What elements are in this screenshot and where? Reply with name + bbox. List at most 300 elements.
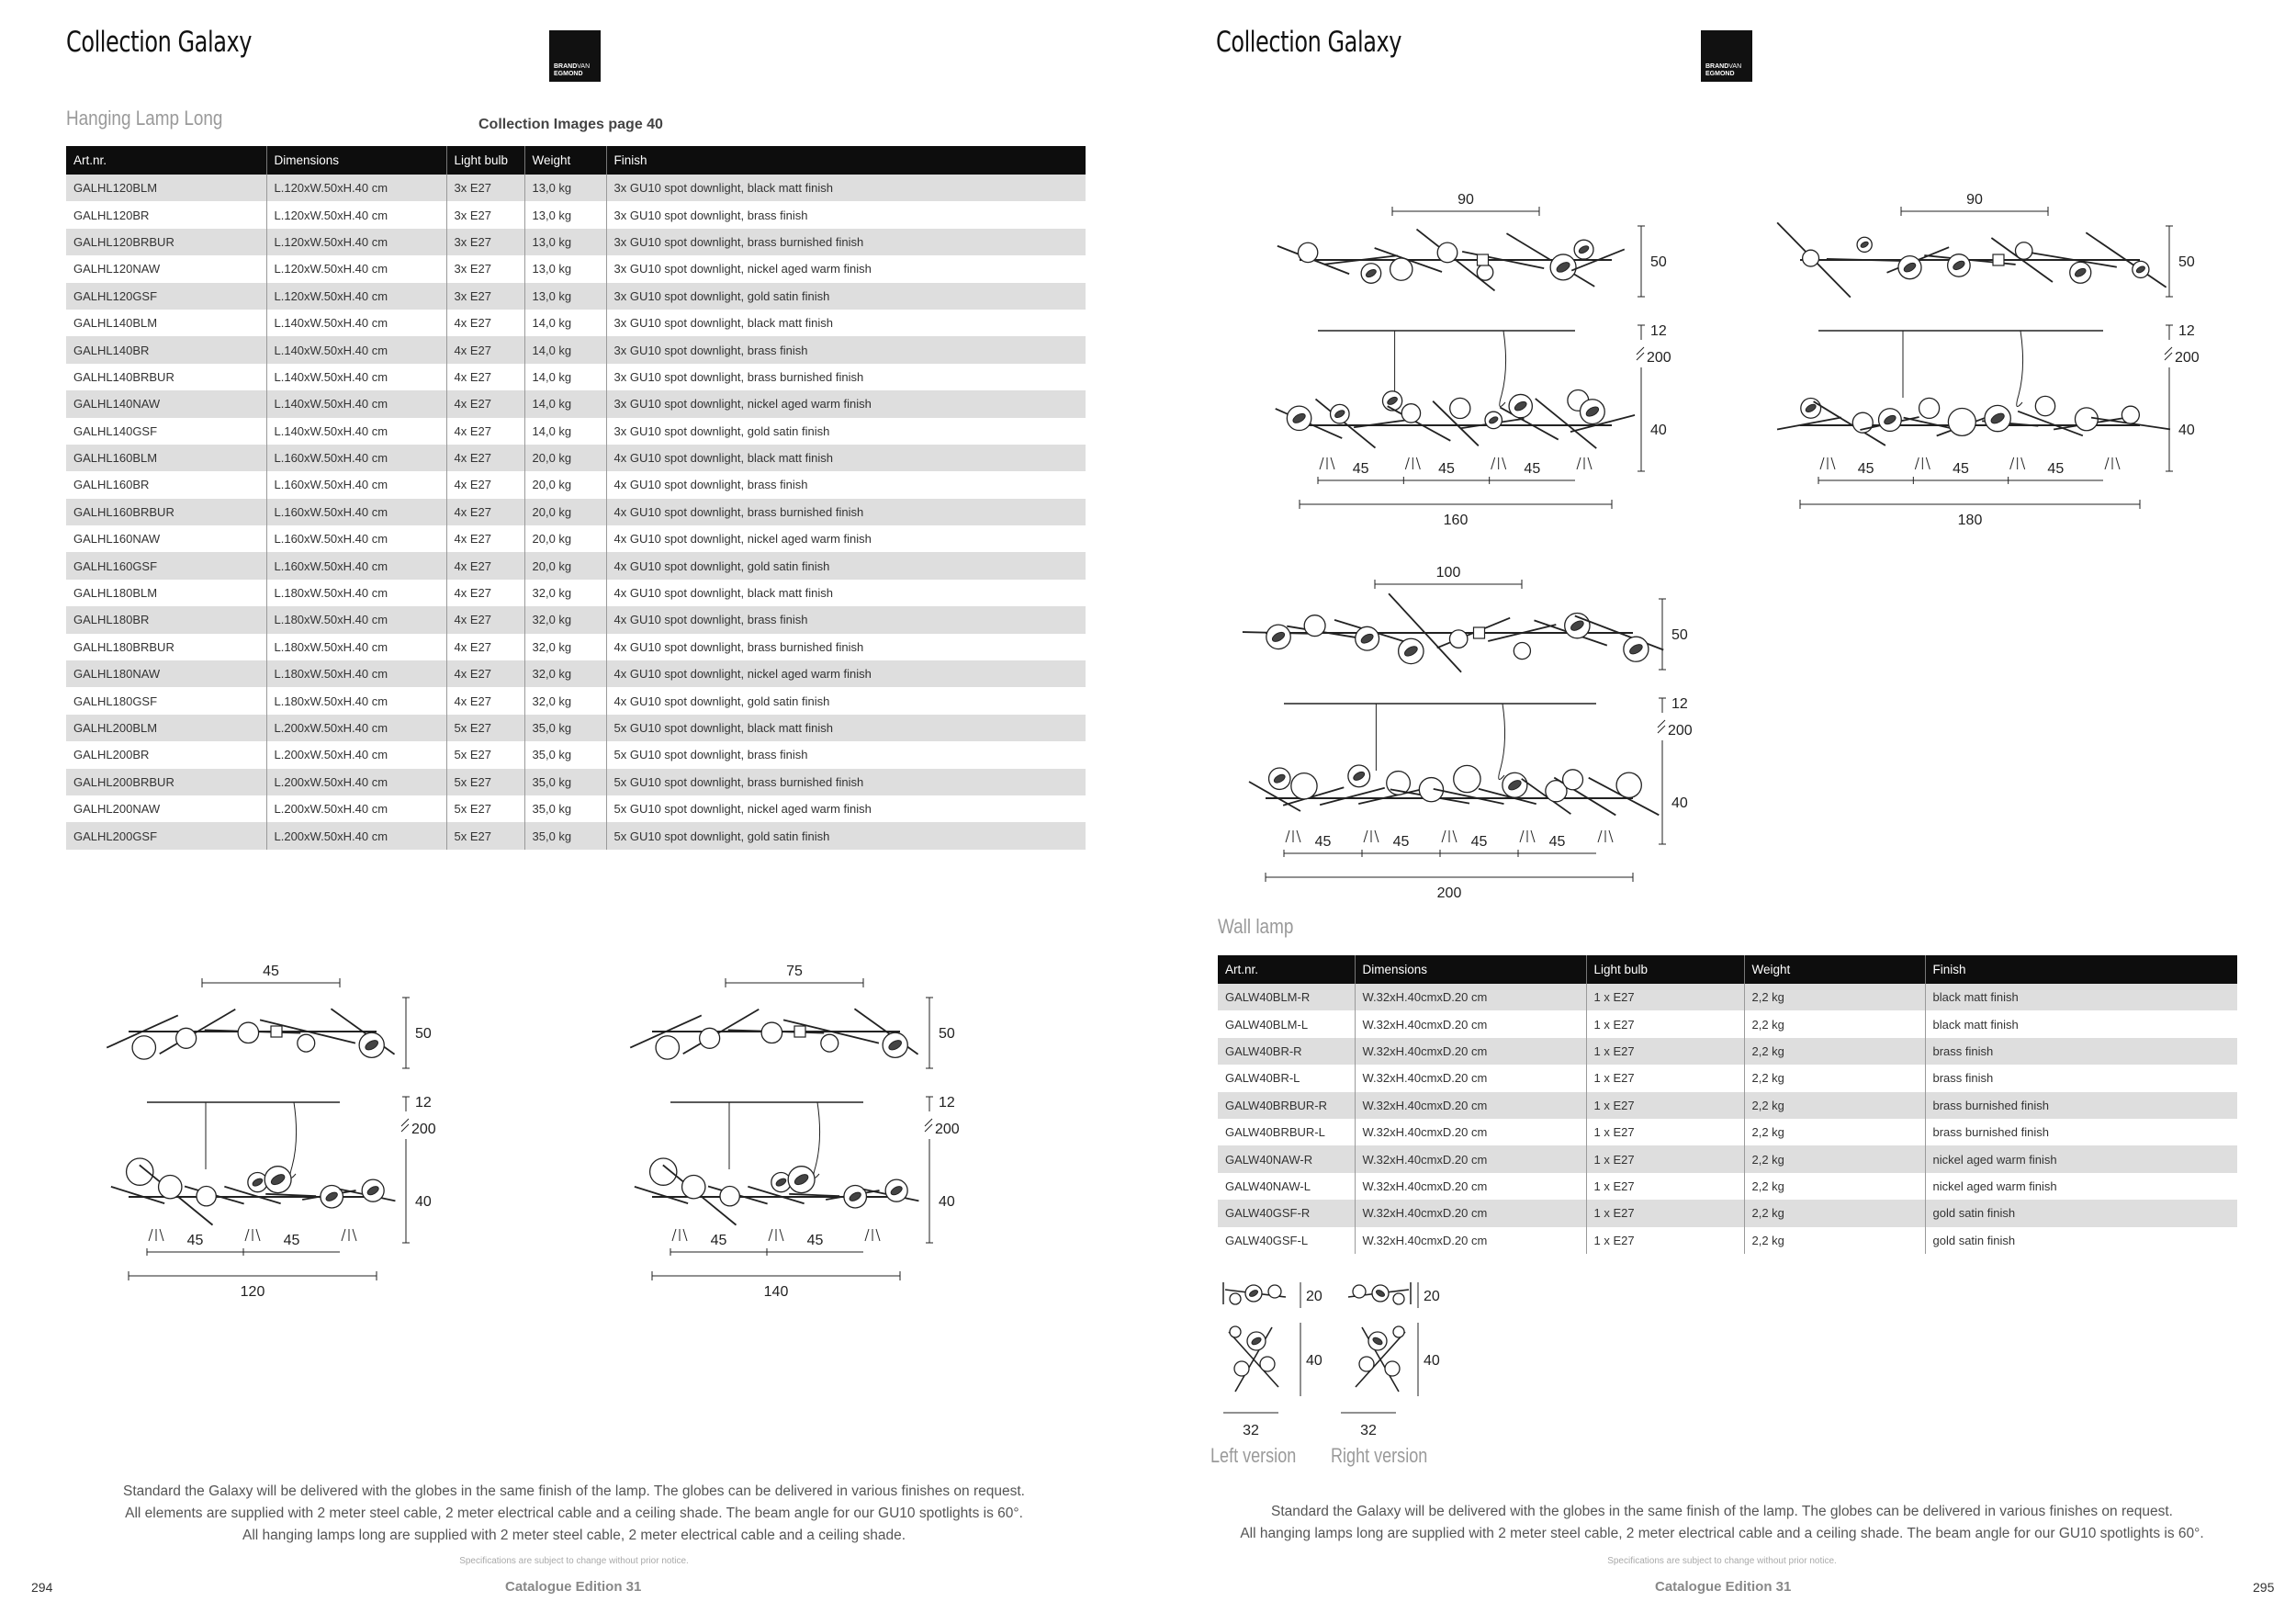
table-row <box>66 418 1086 445</box>
lamp-drawing <box>1791 191 2232 528</box>
dim-body-height: 40 <box>415 1194 432 1210</box>
table-cell: 3x GU10 spot downlight, brass finish <box>613 208 808 222</box>
table-cell: L.120xW.50xH.40 cm <box>266 229 446 255</box>
wall-lamp-illustration <box>1348 1282 1411 1392</box>
dim-top-height: 50 <box>2178 254 2195 270</box>
table-cell: 4x E27 <box>446 310 524 336</box>
table-cell: L.160xW.50xH.40 cm <box>266 525 446 552</box>
table-cell: L.180xW.50xH.40 cm <box>266 580 446 606</box>
table-cell: 3x GU10 spot downlight, gold satin finish <box>606 283 1086 310</box>
table-cell: brass burnished finish <box>1932 1125 2049 1140</box>
table-cell: brass finish <box>1925 1038 2237 1065</box>
table-cell: 14,0 kg <box>524 418 606 445</box>
dim-total-length: 120 <box>240 1284 265 1300</box>
table-cell: W.32xH.40cmxD.20 cm <box>1355 1200 1586 1226</box>
table-cell: GALW40BRBUR-L <box>1218 1119 1355 1145</box>
table-cell: W.32xH.40cmxD.20 cm <box>1355 984 1586 1010</box>
table-cell: W.32xH.40cmxD.20 cm <box>1355 1227 1586 1254</box>
column-header: Light bulb <box>1586 955 1744 984</box>
table-row <box>66 660 1086 687</box>
table-row <box>66 769 1086 795</box>
table-cell: 13,0 kg <box>524 229 606 255</box>
table-cell: 1 x E27 <box>1586 1010 1744 1037</box>
table-cell: 4x GU10 spot downlight, black matt finish <box>613 586 833 601</box>
logo-text-egmond: EGMOND <box>1705 71 1735 77</box>
table-cell: 4x E27 <box>446 471 524 498</box>
table-cell: L.180xW.50xH.40 cm <box>266 606 446 633</box>
table-cell: GALHL200BRBUR <box>66 769 266 795</box>
logo-text-brand: BRAND <box>1705 63 1729 70</box>
dim-total-length: 200 <box>1436 885 1462 901</box>
dim-total-length: 140 <box>763 1284 789 1300</box>
dim-total-length: 180 <box>1957 513 1983 528</box>
table-cell: 4x E27 <box>446 445 524 471</box>
table-cell: W.32xH.40cmxD.20 cm <box>1355 1145 1586 1172</box>
table-cell: 1 x E27 <box>1586 1145 1744 1172</box>
table-cell: 4x E27 <box>446 390 524 417</box>
table-cell: 4x E27 <box>446 634 524 660</box>
dim-cable-b: 200 <box>1647 350 1671 366</box>
table-cell: 3x GU10 spot downlight, black matt finish <box>613 316 833 331</box>
table-cell: 4x GU10 spot downlight, brass burnished finish <box>613 639 864 654</box>
table-cell: 4x E27 <box>446 499 524 525</box>
table-cell: 4x GU10 spot downlight, gold satin finish <box>606 552 1086 579</box>
table-cell: 4x GU10 spot downlight, gold satin finish <box>613 694 830 708</box>
table-cell: GALHL120GSF <box>66 283 266 310</box>
table-cell: GALHL160GSF <box>66 552 266 579</box>
table-row <box>1218 1173 2237 1200</box>
dim-spacing: 45 <box>710 1233 727 1248</box>
catalogue-edition: Catalogue Edition 31 <box>1655 1579 1792 1595</box>
table-cell: 1 x E27 <box>1586 1173 1744 1200</box>
table-cell: 14,0 kg <box>524 336 606 363</box>
table-cell: 2,2 kg <box>1744 984 1925 1010</box>
table-row <box>66 201 1086 228</box>
table-cell: black matt finish <box>1925 984 2237 1010</box>
table-cell: 2,2 kg <box>1744 1038 1925 1065</box>
table-cell: 4x GU10 spot downlight, nickel aged warm finish <box>613 532 872 547</box>
table-row <box>66 552 1086 579</box>
table-row <box>66 336 1086 363</box>
table-cell: W.32xH.40cmxD.20 cm <box>1355 1065 1586 1091</box>
table-row <box>66 283 1086 310</box>
table-row <box>66 606 1086 633</box>
section-title: Hanging Lamp Long <box>66 107 223 130</box>
dim-spacing: 45 <box>1438 461 1455 477</box>
table-cell: 4x E27 <box>446 336 524 363</box>
table-cell: 3x E27 <box>446 255 524 282</box>
page-title: Collection Galaxy <box>1216 26 1401 59</box>
table-cell: 1 x E27 <box>1586 1065 1744 1091</box>
page-title: Collection Galaxy <box>66 26 252 59</box>
table-cell: L.140xW.50xH.40 cm <box>266 310 446 336</box>
table-cell: GALW40BR-L <box>1218 1065 1355 1091</box>
dim-cable-a: 12 <box>1650 323 1667 339</box>
table-row <box>66 499 1086 525</box>
lamp-illustration <box>630 978 933 1280</box>
delivery-notes <box>1148 1501 2296 1545</box>
table-cell: L.180xW.50xH.40 cm <box>266 687 446 714</box>
delivery-notes <box>0 1481 1148 1547</box>
table-cell: 3x GU10 spot downlight, nickel aged warm finish <box>613 262 872 276</box>
drawing-galhl140 <box>643 963 992 1300</box>
logo-text-brand: BRAND <box>554 63 578 70</box>
left-version-caption: Left version <box>1210 1444 1297 1467</box>
column-header: Finish <box>606 146 1086 175</box>
table-cell: 13,0 kg <box>524 201 606 228</box>
table-cell: 3x GU10 spot downlight, black matt finish <box>606 175 1086 201</box>
lamp-illustration <box>1276 207 1645 509</box>
table-cell: 4x GU10 spot downlight, brass burnished finish <box>606 499 1086 525</box>
table-cell: 20,0 kg <box>524 525 606 552</box>
brand-logo <box>1701 30 1752 82</box>
table-cell: 4x E27 <box>446 525 524 552</box>
drawing-galhl180 <box>1791 191 2232 528</box>
dim-body-height: 40 <box>1650 423 1667 438</box>
dim-spacing: 45 <box>1392 834 1410 850</box>
table-row <box>66 229 1086 255</box>
table-cell: L.200xW.50xH.40 cm <box>266 822 446 849</box>
disclaimer: Specifications are subject to change without prior notice. <box>1607 1556 1837 1566</box>
dim-body-height: 40 <box>2178 423 2195 438</box>
table-row <box>1218 984 2237 1010</box>
table-row <box>1218 1145 2237 1172</box>
table-row <box>66 715 1086 741</box>
dim-cable-b: 200 <box>2175 350 2200 366</box>
table-cell: brass burnished finish <box>1925 1092 2237 1119</box>
table-cell: L.160xW.50xH.40 cm <box>266 499 446 525</box>
table-header-row <box>1218 955 2237 984</box>
right-page <box>1148 0 2296 1624</box>
dim-cable-a: 12 <box>939 1095 955 1111</box>
column-header: Light bulb <box>446 146 524 175</box>
table-cell: 35,0 kg <box>524 822 606 849</box>
table-cell: 1 x E27 <box>1586 1092 1744 1119</box>
table-cell: 3x GU10 spot downlight, brass finish <box>606 336 1086 363</box>
table-cell: 35,0 kg <box>524 741 606 768</box>
table-cell: nickel aged warm finish <box>1932 1179 2057 1193</box>
table-cell: GALHL140BRBUR <box>66 364 266 390</box>
table-cell: 5x GU10 spot downlight, black matt finish <box>606 715 1086 741</box>
dim-spacing: 45 <box>2047 461 2065 477</box>
table-cell: L.120xW.50xH.40 cm <box>266 283 446 310</box>
table-cell: GALW40BR-R <box>1218 1038 1355 1065</box>
table-cell: GALHL160NAW <box>66 525 266 552</box>
wall-lamp-table <box>1218 955 2237 1254</box>
lamp-illustration <box>1243 580 1666 882</box>
table-cell: L.140xW.50xH.40 cm <box>266 336 446 363</box>
dim-spacing: 45 <box>283 1233 300 1248</box>
lamp-drawing <box>1256 564 1725 901</box>
dim-cable-b: 200 <box>935 1122 960 1137</box>
table-cell: 1 x E27 <box>1586 1038 1744 1065</box>
dim-body-height: 40 <box>1671 795 1688 811</box>
table-cell: 13,0 kg <box>524 283 606 310</box>
disclaimer: Specifications are subject to change without prior notice. <box>459 1556 689 1566</box>
table-row <box>1218 1038 2237 1065</box>
table-cell: L.120xW.50xH.40 cm <box>266 201 446 228</box>
dim-spacing: 45 <box>1470 834 1488 850</box>
lamp-illustration <box>107 978 410 1280</box>
dim-spacing: 45 <box>1548 834 1566 850</box>
table-row <box>66 255 1086 282</box>
table-cell: GALW40GSF-R <box>1218 1200 1355 1226</box>
table-cell: 4x E27 <box>446 364 524 390</box>
table-row <box>66 471 1086 498</box>
note-line: Standard the Galaxy will be delivered with the globes in the same finish of the lamp. The globes can be delivered in various finishes on request. <box>1271 1504 2173 1519</box>
table-cell: W.32xH.40cmxD.20 cm <box>1355 1092 1586 1119</box>
table-cell: L.200xW.50xH.40 cm <box>266 741 446 768</box>
table-cell: 1 x E27 <box>1586 1227 1744 1254</box>
table-cell: 2,2 kg <box>1744 1119 1925 1145</box>
logo-text-van: VAN <box>577 63 591 70</box>
table-cell: GALW40BLM-R <box>1218 984 1355 1010</box>
table-cell: 20,0 kg <box>524 445 606 471</box>
logo-text-van: VAN <box>1728 63 1742 70</box>
table-cell: 20,0 kg <box>524 499 606 525</box>
table-row <box>1218 1227 2237 1254</box>
lamp-drawing <box>119 963 468 1300</box>
table-cell: 5x E27 <box>446 795 524 822</box>
table-cell: 4x E27 <box>446 580 524 606</box>
right-version-caption: Right version <box>1331 1444 1428 1467</box>
table-cell: W.32xH.40cmxD.20 cm <box>1355 1038 1586 1065</box>
column-header: Art.nr. <box>66 146 266 175</box>
dim-total-length: 160 <box>1443 513 1469 528</box>
table-cell: 2,2 kg <box>1744 1227 1925 1254</box>
table-cell: 32,0 kg <box>524 606 606 633</box>
table-cell: 3x GU10 spot downlight, gold satin finish <box>613 423 830 438</box>
dim-top-width: 45 <box>263 964 279 979</box>
lamp-illustration <box>1777 207 2173 509</box>
table-cell: 3x E27 <box>446 175 524 201</box>
dim-height: 40 <box>1424 1353 1440 1369</box>
table-cell: GALHL140NAW <box>66 390 266 417</box>
table-cell: 4x E27 <box>446 418 524 445</box>
dim-depth: 20 <box>1424 1289 1440 1304</box>
table-cell: L.140xW.50xH.40 cm <box>266 418 446 445</box>
column-header: Finish <box>1925 955 2237 984</box>
dim-spacing: 45 <box>1524 461 1541 477</box>
table-cell: GALW40NAW-R <box>1218 1145 1355 1172</box>
table-cell: GALHL180BR <box>66 606 266 633</box>
table-cell: 3x GU10 spot downlight, brass burnished finish <box>606 229 1086 255</box>
table-cell: GALHL120BR <box>66 201 266 228</box>
table-cell: L.120xW.50xH.40 cm <box>266 175 446 201</box>
table-row <box>66 364 1086 390</box>
column-header: Weight <box>1744 955 1925 984</box>
table-cell: 5x E27 <box>446 715 524 741</box>
table-cell: L.180xW.50xH.40 cm <box>266 660 446 687</box>
dim-cable-a: 12 <box>415 1095 432 1111</box>
table-cell: W.32xH.40cmxD.20 cm <box>1355 1173 1586 1200</box>
table-cell: GALHL200BR <box>66 741 266 768</box>
table-cell: 13,0 kg <box>524 175 606 201</box>
table-cell: 4x E27 <box>446 552 524 579</box>
hanging-lamp-table <box>66 146 1086 850</box>
table-cell: 32,0 kg <box>524 580 606 606</box>
table-cell: 5x GU10 spot downlight, brass finish <box>613 748 808 762</box>
table-cell: 4x GU10 spot downlight, brass finish <box>606 606 1086 633</box>
drawing-galhl200 <box>1256 564 1725 901</box>
table-cell: GALHL180BLM <box>66 580 266 606</box>
column-header: Dimensions <box>1355 955 1586 984</box>
note-line: All hanging lamps long are supplied with 2 meter steel cable, 2 meter electrical cable and a ceiling shade. The beam angle for our GU10 spotlights is 60°. <box>1240 1526 2204 1541</box>
wall-drawing-right <box>1339 1277 1449 1442</box>
table-cell: 32,0 kg <box>524 660 606 687</box>
table-header-row <box>66 146 1086 175</box>
dim-top-height: 50 <box>415 1026 432 1042</box>
table-row <box>66 687 1086 714</box>
table-cell: 20,0 kg <box>524 471 606 498</box>
table-cell: W.32xH.40cmxD.20 cm <box>1355 1010 1586 1037</box>
wall-lamp-drawing <box>1339 1277 1449 1442</box>
table-cell: 4x E27 <box>446 606 524 633</box>
table-cell: 2,2 kg <box>1744 1065 1925 1091</box>
dim-depth: 20 <box>1306 1289 1322 1304</box>
logo-text-egmond: EGMOND <box>554 71 583 77</box>
table-cell: GALHL180GSF <box>66 687 266 714</box>
wall-drawing-left <box>1221 1277 1332 1442</box>
table-cell: 14,0 kg <box>524 364 606 390</box>
table-cell: 5x E27 <box>446 741 524 768</box>
table-cell: GALHL160BLM <box>66 445 266 471</box>
dim-spacing: 45 <box>806 1233 824 1248</box>
table-row <box>66 822 1086 849</box>
table-row <box>66 741 1086 768</box>
dim-width: 32 <box>1360 1423 1377 1438</box>
table-cell: 2,2 kg <box>1744 1200 1925 1226</box>
note-line: Standard the Galaxy will be delivered with the globes in the same finish of the lamp. The globes can be delivered in various finishes on request. <box>123 1483 1025 1499</box>
table-cell: 3x E27 <box>446 283 524 310</box>
table-cell: 4x GU10 spot downlight, brass finish <box>613 478 808 492</box>
table-cell: 1 x E27 <box>1586 1200 1744 1226</box>
dim-spacing: 45 <box>186 1233 204 1248</box>
dim-spacing: 45 <box>1953 461 1969 477</box>
table-cell: 4x GU10 spot downlight, nickel aged warm finish <box>606 660 1086 687</box>
table-cell: gold satin finish <box>1925 1200 2237 1226</box>
table-cell: 2,2 kg <box>1744 1173 1925 1200</box>
table-cell: 3x GU10 spot downlight, brass burnished finish <box>613 369 864 384</box>
table-cell: GALHL180NAW <box>66 660 266 687</box>
table-row <box>66 390 1086 417</box>
dim-top-height: 50 <box>1671 627 1688 643</box>
dim-body-height: 40 <box>939 1194 955 1210</box>
wall-lamp-title: Wall lamp <box>1218 915 1294 938</box>
table-cell: L.160xW.50xH.40 cm <box>266 471 446 498</box>
table-cell: GALHL140BR <box>66 336 266 363</box>
lamp-drawing <box>643 963 992 1300</box>
table-cell: L.140xW.50xH.40 cm <box>266 364 446 390</box>
wall-lamp-illustration <box>1223 1282 1286 1392</box>
brand-logo <box>549 30 601 82</box>
table-cell: GALHL140GSF <box>66 418 266 445</box>
table-cell: 4x E27 <box>446 660 524 687</box>
dim-top-width: 90 <box>1966 192 1983 208</box>
table-cell: GALHL120NAW <box>66 255 266 282</box>
table-cell: 14,0 kg <box>524 390 606 417</box>
table-cell: GALW40NAW-L <box>1218 1173 1355 1200</box>
table-cell: 3x E27 <box>446 229 524 255</box>
table-cell: GALHL180BRBUR <box>66 634 266 660</box>
table-cell: 5x E27 <box>446 822 524 849</box>
table-row <box>1218 1010 2237 1037</box>
table-cell: GALHL200BLM <box>66 715 266 741</box>
table-cell: gold satin finish <box>1932 1233 2016 1247</box>
note-line: All hanging lamps long are supplied with 2 meter steel cable, 2 meter electrical cable and a ceiling shade. <box>242 1528 906 1543</box>
table-cell: L.200xW.50xH.40 cm <box>266 715 446 741</box>
table-cell: 2,2 kg <box>1744 1092 1925 1119</box>
catalogue-edition: Catalogue Edition 31 <box>505 1579 642 1595</box>
table-cell: L.140xW.50xH.40 cm <box>266 390 446 417</box>
table-cell: GALW40BRBUR-R <box>1218 1092 1355 1119</box>
table-cell: GALHL200GSF <box>66 822 266 849</box>
table-cell: black matt finish <box>1932 1017 2019 1032</box>
drawing-galhl120 <box>119 963 468 1300</box>
table-row <box>1218 1200 2237 1226</box>
dim-spacing: 45 <box>1857 461 1874 477</box>
table-cell: L.160xW.50xH.40 cm <box>266 552 446 579</box>
table-cell: L.160xW.50xH.40 cm <box>266 445 446 471</box>
collection-images-ref: Collection Images page 40 <box>478 117 663 132</box>
table-cell: 4x E27 <box>446 687 524 714</box>
note-line: All elements are supplied with 2 meter steel cable, 2 meter electrical cable and a ceiling shade. The beam angle for our GU10 spotlights is 60°. <box>125 1506 1023 1521</box>
dim-cable-a: 12 <box>2178 323 2195 339</box>
table-cell: GALHL140BLM <box>66 310 266 336</box>
table-cell: L.200xW.50xH.40 cm <box>266 769 446 795</box>
dim-top-width: 100 <box>1435 565 1461 581</box>
dim-width: 32 <box>1243 1423 1259 1438</box>
page-number: 295 <box>2253 1580 2275 1595</box>
table-cell: 2,2 kg <box>1744 1010 1925 1037</box>
table-cell: 3x GU10 spot downlight, nickel aged warm finish <box>606 390 1086 417</box>
dim-height: 40 <box>1306 1353 1322 1369</box>
wall-lamp-drawing <box>1221 1277 1332 1442</box>
table-cell: GALW40BLM-L <box>1218 1010 1355 1037</box>
table-cell: GALHL120BLM <box>66 175 266 201</box>
table-cell: 4x GU10 spot downlight, black matt finish <box>606 445 1086 471</box>
table-cell: GALHL160BRBUR <box>66 499 266 525</box>
table-cell: 20,0 kg <box>524 552 606 579</box>
table-cell: L.120xW.50xH.40 cm <box>266 255 446 282</box>
table-cell: 35,0 kg <box>524 715 606 741</box>
table-row <box>1218 1092 2237 1119</box>
dim-cable-a: 12 <box>1671 696 1688 712</box>
table-cell: 5x GU10 spot downlight, brass burnished finish <box>606 769 1086 795</box>
table-cell: 35,0 kg <box>524 795 606 822</box>
column-header: Dimensions <box>266 146 446 175</box>
table-cell: 35,0 kg <box>524 769 606 795</box>
table-row <box>66 175 1086 201</box>
table-row <box>66 310 1086 336</box>
table-cell: 5x GU10 spot downlight, nickel aged warm finish <box>613 802 872 817</box>
table-cell: 32,0 kg <box>524 634 606 660</box>
table-row <box>66 445 1086 471</box>
dim-cable-b: 200 <box>1668 723 1693 739</box>
dim-top-width: 90 <box>1458 192 1474 208</box>
table-cell: nickel aged warm finish <box>1925 1145 2237 1172</box>
page-number: 294 <box>31 1580 53 1595</box>
table-cell: 3x E27 <box>446 201 524 228</box>
table-cell: GALHL120BRBUR <box>66 229 266 255</box>
table-row <box>1218 1065 2237 1091</box>
table-cell: 5x GU10 spot downlight, gold satin finish <box>606 822 1086 849</box>
table-cell: 5x E27 <box>446 769 524 795</box>
dim-spacing: 45 <box>1352 461 1369 477</box>
table-cell: W.32xH.40cmxD.20 cm <box>1355 1119 1586 1145</box>
table-cell: GALHL160BR <box>66 471 266 498</box>
table-cell: GALHL200NAW <box>66 795 266 822</box>
